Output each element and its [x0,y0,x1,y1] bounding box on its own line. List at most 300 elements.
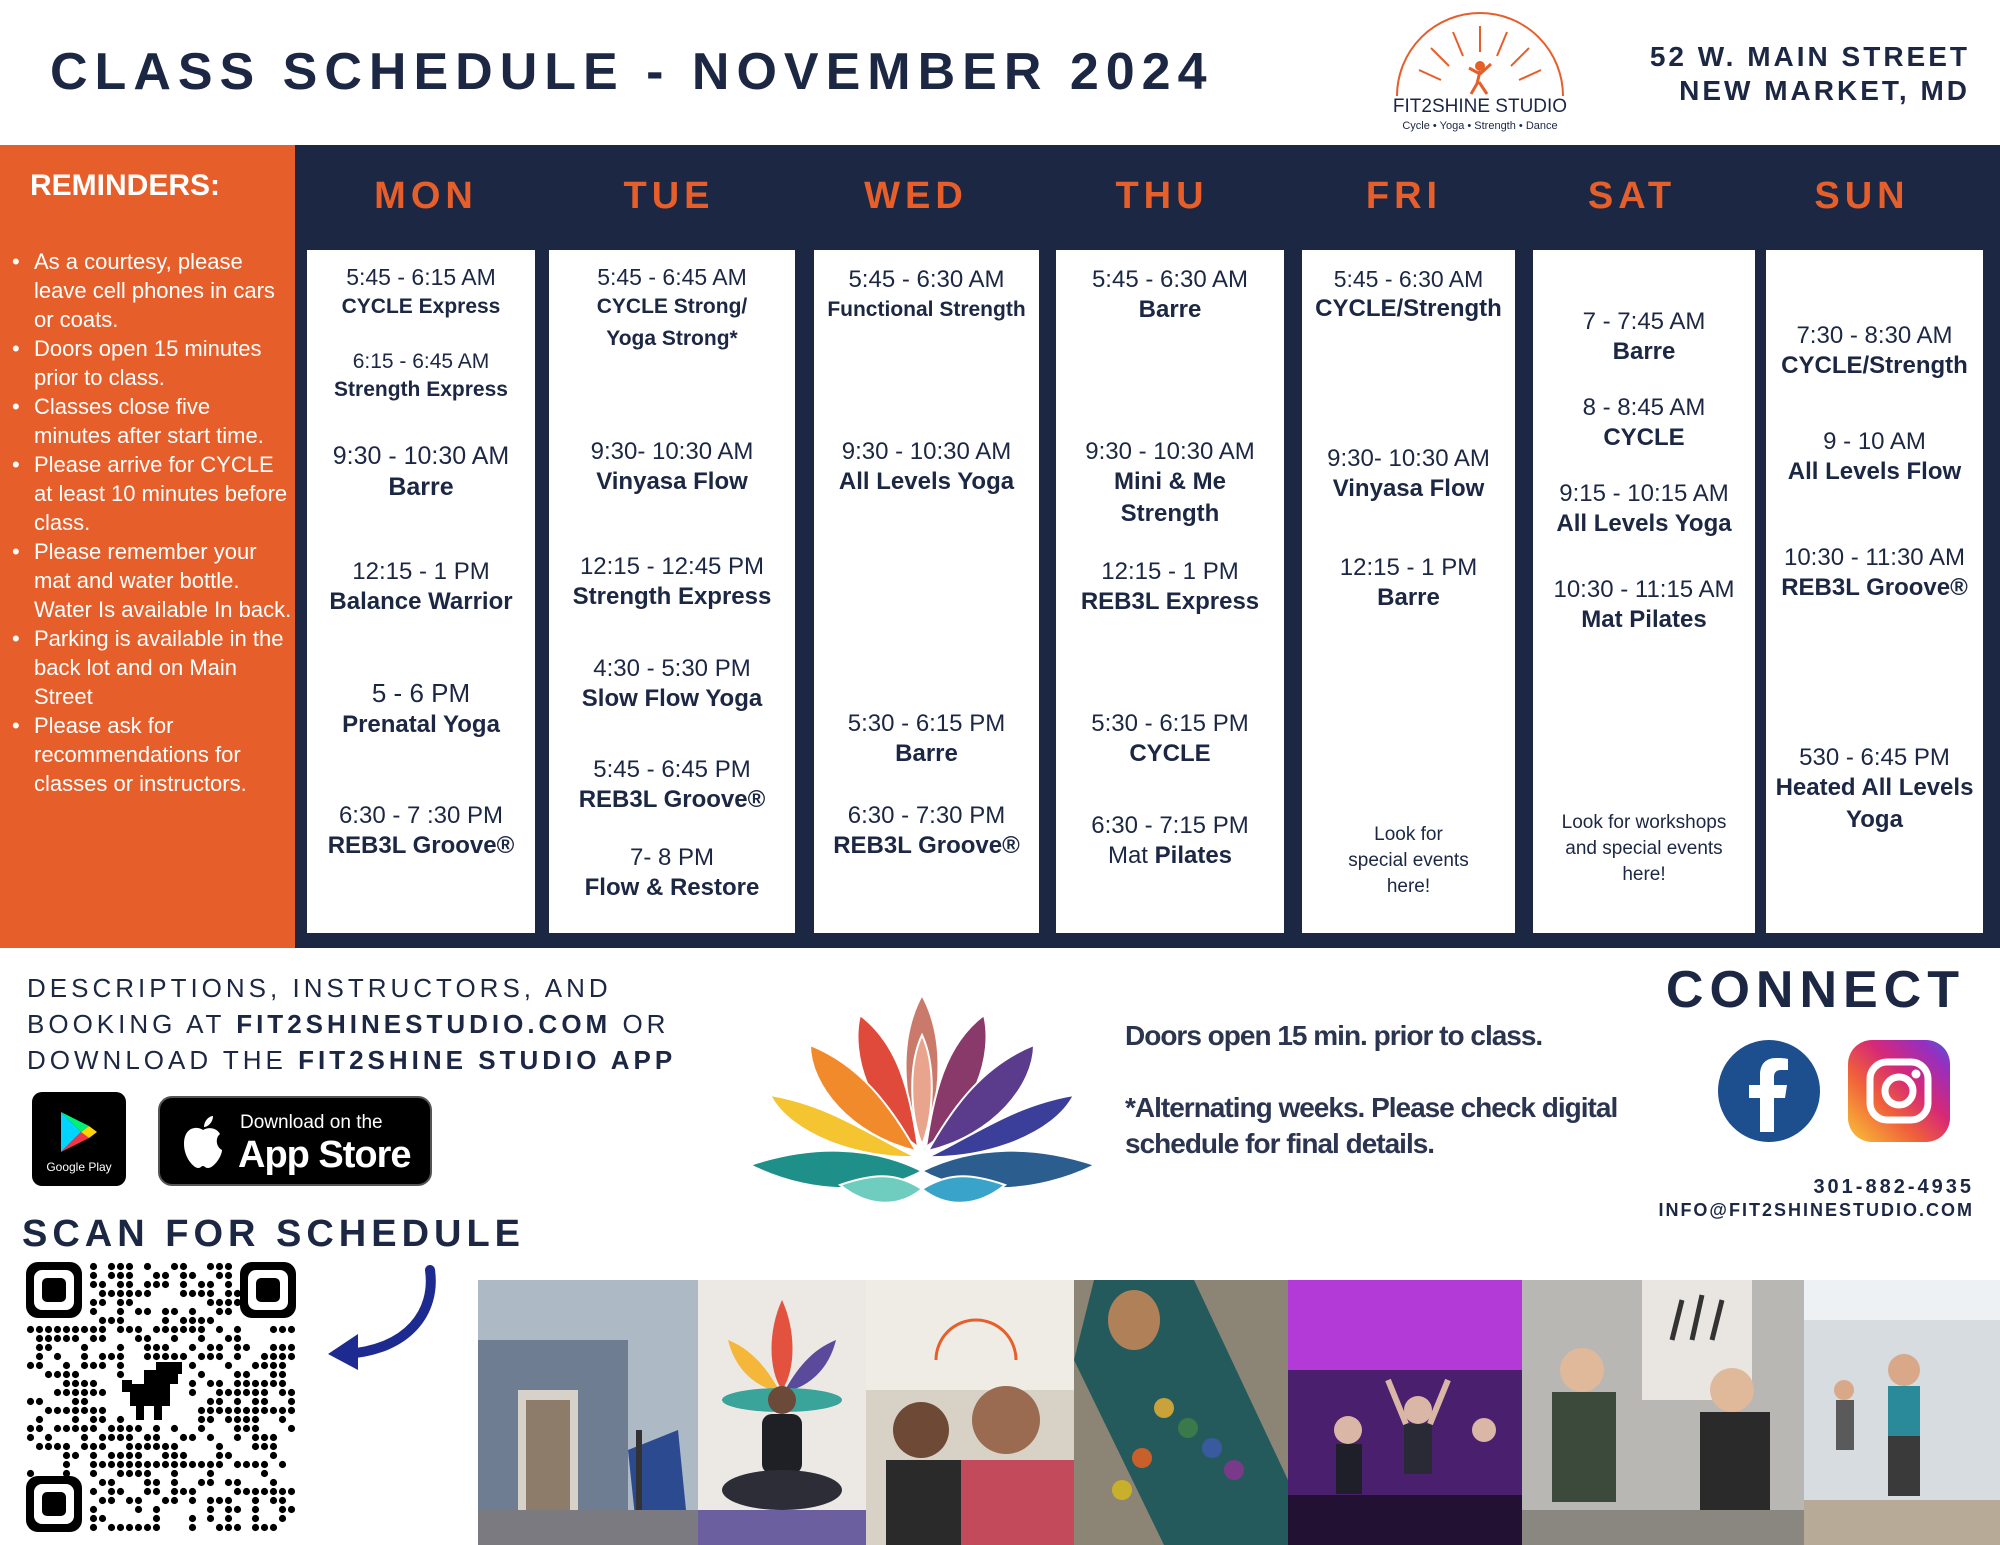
qr-module [54,1443,61,1450]
qr-module [72,1380,79,1387]
qr-module [126,1263,133,1270]
qr-module [72,1407,79,1414]
qr-module [27,1326,34,1333]
class-time: 6:30 - 7:30 PM [847,802,1006,829]
qr-module [117,1416,124,1423]
qr-module [81,1389,88,1396]
class-time: 4:30 - 5:30 PM [593,655,751,682]
class-slot [1766,322,1983,382]
day-header-mon: MON [374,175,478,217]
class-time: 5:45 - 6:30 AM [1091,266,1249,293]
class-time: 5:45 - 6:30 AM [848,266,1005,293]
qr-module [225,1416,232,1423]
qr-module [180,1326,187,1333]
qr-module [270,1344,277,1351]
qr-module [171,1452,178,1459]
website-link[interactable]: FIT2SHINESTUDIO.COM [236,1009,612,1039]
reminder-item: • Please arrive for CYCLE at least 10 minutes before class. [8,450,293,537]
qr-module [117,1371,124,1378]
qr-module [72,1452,79,1459]
qr-module [45,1371,52,1378]
qr-module [234,1326,241,1333]
qr-module [171,1308,178,1315]
address [1650,40,1970,108]
qr-module [207,1344,214,1351]
reminders-list [8,247,293,798]
qr-module [225,1497,232,1504]
photo-high-five [1522,1280,1804,1545]
qr-module [279,1416,286,1423]
class-time: 12:15 - 12:45 PM [579,553,765,580]
qr-module [135,1461,142,1468]
qr-module [135,1335,142,1342]
class-name: Vinyasa Flow [1332,475,1485,502]
qr-module [252,1362,259,1369]
qr-module [234,1344,241,1351]
class-slot [814,710,1039,770]
qr-module [45,1407,52,1414]
reminders-panel [0,145,295,948]
qr-module [108,1524,115,1531]
class-slot [1766,428,1983,488]
class-slot [1533,576,1755,636]
qr-module [180,1461,187,1468]
qr-module [189,1308,196,1315]
qr-module [225,1452,232,1459]
class-name: REB3L Groove® [578,786,766,813]
qr-module [288,1398,295,1405]
qr-module [99,1407,106,1414]
qr-module [108,1263,115,1270]
qr-module [135,1425,142,1432]
qr-module [207,1506,214,1513]
qr-module [144,1353,151,1360]
qr-module [153,1326,160,1333]
qr-module [198,1479,205,1486]
qr-module [117,1281,124,1288]
qr-module [225,1389,232,1396]
qr-module [90,1380,97,1387]
qr-module [234,1524,241,1531]
qr-module [72,1398,79,1405]
qr-module [252,1398,259,1405]
qr-module [216,1326,223,1333]
class-time: 6:30 - 7:15 PM [1091,812,1249,839]
class-name: Balance Warrior [329,588,513,615]
scan-title: SCAN FOR SCHEDULE [22,1213,526,1255]
class-slot [307,264,535,323]
qr-module [99,1299,106,1306]
qr-module [171,1461,178,1468]
qr-module [63,1362,70,1369]
instagram-icon[interactable] [1848,1040,1950,1142]
qr-module [63,1335,70,1342]
qr-module [171,1425,178,1432]
class-time: 5:45 - 6:15 AM [346,264,496,290]
qr-module [180,1488,187,1495]
qr-module [288,1353,295,1360]
qr-module [180,1434,187,1441]
qr-module [81,1407,88,1414]
qr-module [270,1452,277,1459]
qr-module [261,1524,268,1531]
class-name: REB3L Groove® [327,832,515,859]
reminder-item: • Classes close five minutes after start time. [8,392,293,450]
qr-module [270,1443,277,1450]
qr-module [108,1461,115,1468]
qr-module [216,1461,223,1468]
qr-module [207,1317,214,1324]
qr-module [234,1389,241,1396]
qr-module [252,1461,259,1468]
class-time: 9:30- 10:30 AM [1327,445,1490,472]
qr-module [144,1443,151,1450]
class-slot [307,350,535,406]
class-name: CYCLE Express [341,295,501,318]
day-header-sat: SAT [1587,175,1677,217]
qr-module [270,1524,277,1531]
booking-line-2-prefix: BOOKING AT [27,1009,237,1039]
qr-module [270,1479,277,1486]
day-column-fri [1302,250,1515,933]
class-name: Strength Express [334,378,508,401]
class-slot [814,266,1039,326]
app-store-badge[interactable] [158,1096,432,1186]
qr-module [144,1308,151,1315]
class-name: All Levels Flow [1787,458,1962,485]
qr-module [36,1398,43,1405]
class-time: 5:30 - 6:15 PM [847,710,1006,737]
page-title: CLASS SCHEDULE - NOVEMBER 2024 [50,43,1214,101]
qr-module [162,1443,169,1450]
qr-module [279,1380,286,1387]
qr-module [207,1479,214,1486]
class-time: 12:15 - 1 PM [1101,558,1239,585]
qr-module [189,1380,196,1387]
qr-module [54,1353,61,1360]
qr-module [126,1326,133,1333]
qr-module [198,1281,205,1288]
class-time: 9:15 - 10:15 AM [1559,480,1729,507]
phone-number[interactable]: 301-882-4935 [1813,1176,1974,1198]
qr-module [243,1407,250,1414]
class-name: REB3L Express [1080,588,1260,615]
qr-module [207,1461,214,1468]
qr-module [108,1488,115,1495]
qr-module [261,1434,268,1441]
qr-module [189,1488,196,1495]
reminder-item: • Please remember your mat and water bottle. Water Is available In back. [8,537,293,624]
qr-module [234,1380,241,1387]
qr-module [153,1353,160,1360]
qr-module [99,1515,106,1522]
qr-module [99,1326,106,1333]
class-slot [1056,266,1284,326]
class-slot [549,756,795,816]
qr-module [27,1362,34,1369]
qr-module [54,1425,61,1432]
qr-module [108,1497,115,1504]
qr-module [72,1416,79,1423]
class-time: 10:30 - 11:15 AM [1553,576,1735,603]
qr-module [216,1299,223,1306]
qr-module [216,1353,223,1360]
qr-module [171,1497,178,1504]
photo-strip [478,1280,2000,1545]
class-time: 8 - 8:45 AM [1582,394,1706,421]
qr-module [36,1344,43,1351]
qr-module [36,1335,43,1342]
qr-module [171,1335,178,1342]
reminder-item: • Doors open 15 minutes prior to class. [8,334,293,392]
qr-module [108,1290,115,1297]
qr-module [63,1407,70,1414]
qr-module [243,1371,250,1378]
qr-module [99,1362,106,1369]
qr-module [63,1470,70,1477]
qr-code[interactable] [26,1262,296,1532]
qr-module [270,1407,277,1414]
qr-module [198,1353,205,1360]
qr-module [45,1443,52,1450]
qr-module [63,1389,70,1396]
qr-module [36,1326,43,1333]
qr-module [63,1452,70,1459]
qr-module [189,1362,196,1369]
qr-module [144,1470,151,1477]
qr-module [108,1353,115,1360]
qr-module [117,1317,124,1324]
qr-module [279,1515,286,1522]
lotus-icon [750,975,1095,1215]
booking-info [27,970,676,1078]
qr-module [279,1488,286,1495]
qr-module [90,1299,97,1306]
qr-module [234,1371,241,1378]
class-time: 7- 8 PM [629,844,715,871]
qr-module [189,1497,196,1504]
qr-module [117,1353,124,1360]
qr-module [135,1452,142,1459]
qr-module [99,1416,106,1423]
qr-module [90,1335,97,1342]
qr-module [252,1515,259,1522]
qr-module [135,1290,142,1297]
qr-module [45,1326,52,1333]
qr-module [162,1281,169,1288]
booking-line-3 [27,1042,676,1078]
qr-module [180,1317,187,1324]
class-slot [1056,558,1284,618]
sunrise-logo-icon [1385,4,1575,96]
qr-module [99,1497,106,1504]
class-time: 9:30 - 10:30 AM [332,442,510,470]
qr-module [36,1443,43,1450]
qr-module [72,1326,79,1333]
qr-module [207,1290,214,1297]
qr-module [207,1434,214,1441]
google-play-label: Google Play [46,1160,112,1174]
qr-module [207,1470,214,1477]
day-column-sat [1533,250,1755,933]
qr-module [225,1308,232,1315]
google-play-badge[interactable] [32,1092,126,1186]
qr-module [279,1353,286,1360]
qr-module [234,1425,241,1432]
qr-module [180,1281,187,1288]
class-slot [1766,744,1983,836]
qr-module [225,1290,232,1297]
qr-module [108,1434,115,1441]
class-name: Barre [895,740,958,767]
qr-module [171,1443,178,1450]
class-time: 530 - 6:45 PM [1799,744,1950,771]
class-name: CYCLE/Strength [1315,295,1502,322]
class-slot [814,802,1039,862]
qr-module [54,1326,61,1333]
qr-module [90,1362,97,1369]
qr-module [207,1398,214,1405]
qr-module [207,1353,214,1360]
qr-module [288,1425,295,1432]
qr-module [153,1488,160,1495]
qr-module [126,1425,133,1432]
qr-module [162,1272,169,1279]
class-slot [307,558,535,618]
booking-line-2 [27,1006,676,1042]
qr-module [225,1335,232,1342]
qr-module [162,1308,169,1315]
qr-module [117,1326,124,1333]
qr-module [225,1362,232,1369]
class-name: Mat Pilates [1581,606,1707,633]
day-header-fri: FRI [1365,175,1443,217]
class-name: Strength Express [572,583,772,610]
qr-module [153,1461,160,1468]
qr-module [117,1272,124,1279]
qr-module [216,1272,223,1279]
class-time: 9 - 10 AM [1823,428,1926,455]
class-name: Heated All Levels Yoga [1775,774,1974,833]
qr-module [108,1479,115,1486]
qr-module [216,1398,223,1405]
qr-module [216,1308,223,1315]
facebook-f-glyph [1718,1040,1820,1142]
qr-module [72,1371,79,1378]
class-time: 10:30 - 11:30 AM [1783,544,1965,571]
qr-module [261,1380,268,1387]
qr-module [144,1344,151,1351]
qr-module [135,1497,142,1504]
qr-module [225,1479,232,1486]
qr-module [225,1524,232,1531]
class-name-main: Pilates [1154,842,1233,869]
qr-module [252,1389,259,1396]
qr-module [99,1479,106,1486]
qr-module [198,1425,205,1432]
class-slot [549,655,795,715]
qr-module [81,1344,88,1351]
qr-module [90,1488,97,1495]
qr-module [189,1344,196,1351]
connect-title: CONNECT [1665,961,1965,1019]
qr-module [225,1407,232,1414]
qr-module [162,1344,169,1351]
qr-module [234,1416,241,1423]
qr-module [198,1335,205,1342]
qr-module [234,1407,241,1414]
qr-module [90,1416,97,1423]
qr-module [243,1488,250,1495]
class-name: Barre [1377,584,1440,611]
class-name: Vinyasa Flow [596,468,748,495]
day-column-wed [814,250,1039,933]
google-play-icon [59,1110,99,1154]
qr-module [189,1272,196,1279]
qr-module [234,1299,241,1306]
class-time: 5 - 6 PM [371,678,471,708]
qr-module [126,1290,133,1297]
qr-module [90,1443,97,1450]
qr-module [207,1497,214,1504]
qr-module [153,1515,160,1522]
qr-module [126,1497,133,1504]
qr-module [117,1344,124,1351]
class-slot [307,678,535,741]
qr-module [288,1344,295,1351]
qr-module [261,1461,268,1468]
qr-module [279,1506,286,1513]
qr-module [216,1443,223,1450]
booking-line-3-prefix: DOWNLOAD THE [27,1045,299,1075]
class-name: All Levels Yoga [1556,510,1732,537]
day-column-mon [307,250,535,933]
class-slot [1766,544,1983,604]
booking-line-2-suffix: OR [611,1009,670,1039]
qr-module [261,1488,268,1495]
qr-module [198,1326,205,1333]
facebook-icon[interactable] [1718,1040,1820,1142]
qr-module [99,1317,106,1324]
qr-module [54,1389,61,1396]
class-slot [1302,445,1515,505]
qr-module [63,1443,70,1450]
qr-module [99,1389,106,1396]
qr-module [261,1470,268,1477]
email-address[interactable]: INFO@FIT2SHINESTUDIO.COM [1658,1200,1974,1220]
qr-module [216,1344,223,1351]
qr-module [279,1362,286,1369]
qr-module [54,1335,61,1342]
qr-module [117,1524,124,1531]
qr-module [153,1434,160,1441]
class-name: CYCLE Strong/ Yoga Strong* [596,295,748,350]
qr-module [81,1353,88,1360]
qr-module [171,1470,178,1477]
qr-module [135,1524,142,1531]
qr-module [108,1317,115,1324]
qr-module [189,1461,196,1468]
qr-module [279,1371,286,1378]
qr-module [216,1389,223,1396]
qr-module [90,1452,97,1459]
class-time: 9:30 - 10:30 AM [1085,438,1255,465]
day-column-thu [1056,250,1284,933]
app-store-line-2: App Store [238,1134,411,1176]
qr-module [189,1524,196,1531]
class-name: Functional Strength [827,298,1026,321]
qr-module [117,1488,124,1495]
